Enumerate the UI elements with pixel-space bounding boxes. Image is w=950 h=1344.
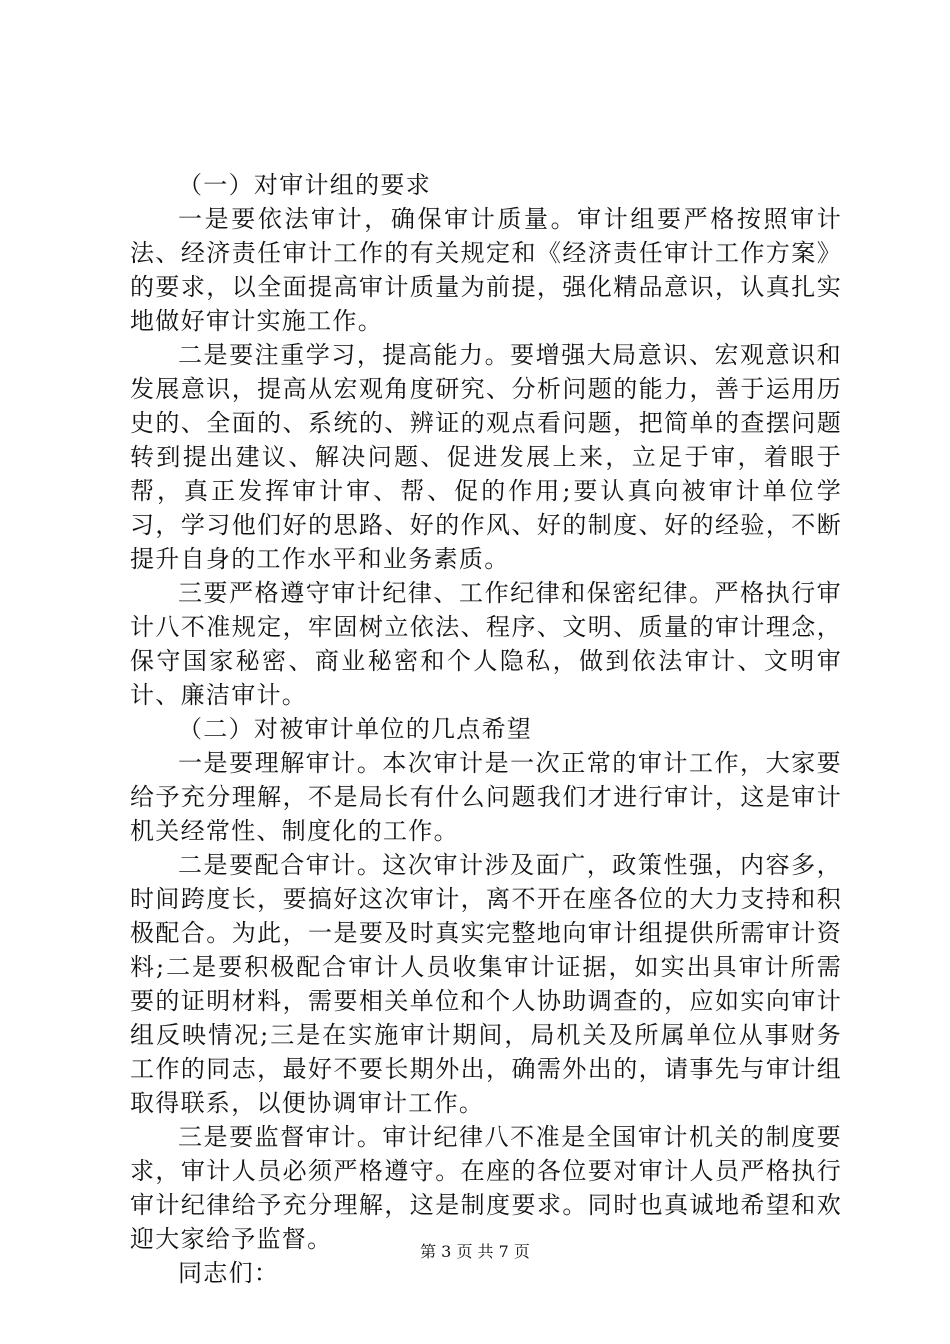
document-body <box>130 168 842 1290</box>
paragraph-cooperate: 二是要配合审计。这次审计涉及面广，政策性强，内容多，时间跨度长，要搞好这次审计，离不开在座各位的大力支持和积极配合。为此，一是要及时真实完整地向审计组提供所需审计资料;二是要积极配合审计人员收集审计证据，如实出具审计所需要的证明材料，需要相关单位和个人协助调查的，应如实向审计组反映情况;三是在实施审计期间，局机关及所属单位从事财务工作的同志，最好不要长期外出，确需外出的，请事先与审计组取得联系，以便协调审计工作。 <box>130 851 842 1117</box>
paragraph-comrades: 同志们： <box>178 1259 280 1287</box>
paragraph-discipline: 三要严格遵守审计纪律、工作纪律和保密纪律。严格执行审计八不准规定，牢固树立依法、程序、文明、质量的审计理念，保守国家秘密、商业秘密和个人隐私，做到依法审计、文明审计、廉洁审计。 <box>130 579 842 709</box>
paragraph-lawful-audit: 一是要依法审计，确保审计质量。审计组要严格按照审计法、经济责任审计工作的有关规定和《经济责任审计工作方案》的要求，以全面提高审计质量为前提，强化精品意识，认真扎实地做好审计实施工作。 <box>130 205 842 335</box>
page-number-footer: 第 3 页 共 7 页 <box>420 1242 530 1261</box>
section-heading-audited-unit: （二）对被审计单位的几点希望 <box>178 715 533 743</box>
paragraph-supervise: 三是要监督审计。审计纪律八不准是全国审计机关的制度要求，审计人员必须严格遵守。在座的各位要对审计人员严格执行审计纪律给予充分理解，这是制度要求。同时也真诚地希望和欢迎大家给予监督。 <box>130 1123 842 1253</box>
paragraph-study: 二是要注重学习，提高能力。要增强大局意识、宏观意识和发展意识，提高从宏观角度研究、分析问题的能力，善于运用历史的、全面的、系统的、辨证的观点看问题，把简单的查摆问题转到提出建议、解决问题、促进发展上来，立足于审，着眼于帮，真正发挥审计审、帮、促的作用;要认真向被审计单位学习，学习他们好的思路、好的作风、好的制度、好的经验，不断提升自身的工作水平和业务素质。 <box>130 341 842 573</box>
paragraph-understand: 一是要理解审计。本次审计是一次正常的审计工作，大家要给予充分理解，不是局长有什么问题我们才进行审计，这是审计机关经常性、制度化的工作。 <box>130 749 842 845</box>
section-heading-audit-team: （一）对审计组的要求 <box>178 171 431 199</box>
